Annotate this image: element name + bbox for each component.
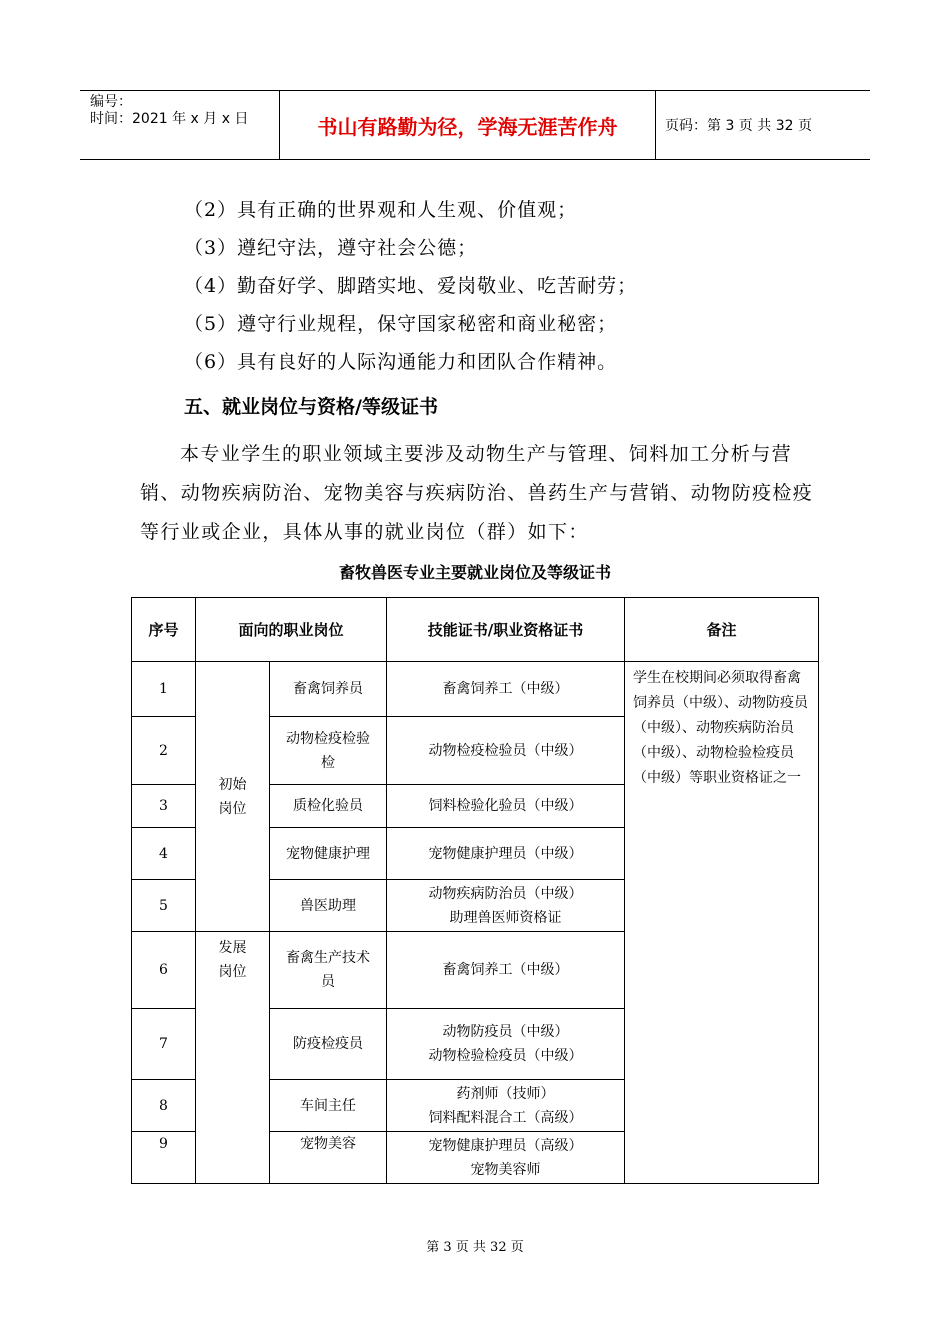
row-post: 防疫检疫员 [270, 1009, 387, 1080]
table-row [132, 662, 819, 717]
row-cert-line: 宠物健康护理员（高级） [428, 1137, 583, 1154]
body-paragraph: 本专业学生的职业领域主要涉及动物生产与管理、饲料加工分析与营销、动物疾病防治、宠物美容与疾病防治、兽药生产与营销、动物防疫检疫等行业或企业，具体从事的就业岗位（群）如下： [140, 443, 814, 543]
col-header-remark: 备注 [625, 598, 819, 662]
row-cert [387, 1132, 625, 1184]
row-post: 兽医助理 [270, 880, 387, 932]
doc-number-label: 编号： [90, 94, 132, 110]
row-cert-line: 动物防疫员（中级） [442, 1024, 569, 1040]
section-title: 五、就业岗位与资格/等级证书 [184, 396, 438, 418]
group-develop-label: 发展岗位 [218, 940, 247, 980]
row-post: 车间主任 [270, 1080, 387, 1132]
list-item: （2）具有正确的世界观和人生观、价值观； [184, 199, 578, 221]
row-cert: 宠物健康护理员（中级） [387, 828, 625, 880]
col-header-post: 面向的职业岗位 [196, 598, 387, 662]
row-no: 4 [132, 828, 196, 880]
row-no: 8 [132, 1080, 196, 1132]
list-item: （4）勤奋好学、脚踏实地、爱岗敬业、吃苦耐劳； [184, 275, 638, 297]
col-header-no: 序号 [132, 598, 196, 662]
row-cert-line: 饲料配料混合工（高级） [428, 1109, 583, 1126]
row-no: 3 [132, 785, 196, 828]
row-no: 6 [132, 932, 196, 1009]
row-post: 畜禽饲养员 [270, 662, 387, 717]
header-page-info: 页码：第 3 页 共 32 页 [665, 118, 812, 134]
row-cert-line: 药剂师（技师） [456, 1085, 555, 1102]
page-footer: 第 3 页 共 32 页 [426, 1240, 524, 1255]
doc-time-label: 时间：2021 年 x 月 x 日 [90, 111, 249, 127]
row-no: 2 [132, 717, 196, 785]
row-cert [387, 880, 625, 932]
row-no: 1 [132, 662, 196, 717]
row-cert-line: 助理兽医师资格证 [449, 909, 562, 926]
page-header [80, 90, 870, 160]
row-post [270, 932, 387, 1009]
row-cert-line: 动物检验检疫员（中级） [428, 1048, 583, 1064]
row-post-text: 畜禽生产技术员 [286, 950, 370, 990]
remark-cell: 学生在校期间必须取得畜禽饲养员（中级）、动物防疫员（中级）、动物疾病防治员（中级）、动物检验检疫员（中级）等职业资格证之一 [625, 662, 819, 1184]
row-post-text: 宠物健康护理 [286, 845, 370, 862]
table-caption: 畜牧兽医专业主要就业岗位及等级证书 [338, 563, 611, 582]
header-meta [80, 91, 280, 159]
header-motto: 书山有路勤为径，学海无涯苦作舟 [280, 91, 656, 159]
row-no: 9 [132, 1132, 196, 1184]
row-no: 5 [132, 880, 196, 932]
row-cert: 动物检疫检验员（中级） [387, 717, 625, 785]
row-cert-line: 动物疾病防治员（中级） [428, 885, 583, 902]
row-cert: 饲料检验化验员（中级） [387, 785, 625, 828]
list-item: （5）遵守行业规程，保守国家秘密和商业秘密； [184, 313, 618, 335]
row-cert [387, 1009, 625, 1080]
row-post: 质检化验员 [270, 785, 387, 828]
group-initial [196, 662, 270, 932]
row-cert [387, 1080, 625, 1132]
row-cert-line: 宠物美容师 [470, 1161, 541, 1178]
row-cert: 畜禽饲养工（中级） [387, 932, 625, 1009]
row-post-text: 动物检疫检验检 [286, 730, 370, 771]
row-no: 7 [132, 1009, 196, 1080]
list-item: （6）具有良好的人际沟通能力和团队合作精神。 [184, 351, 618, 373]
jobs-table [131, 597, 819, 1184]
row-cert: 畜禽饲养工（中级） [387, 662, 625, 717]
col-header-cert: 技能证书/职业资格证书 [387, 598, 625, 662]
row-post [270, 717, 387, 785]
row-post: 宠物美容 [270, 1132, 387, 1184]
group-develop [196, 932, 270, 1184]
row-post [270, 828, 387, 880]
table-header-row [132, 598, 819, 662]
list-item: （3）遵纪守法，遵守社会公德； [184, 237, 478, 259]
group-initial-label: 初始岗位 [218, 776, 247, 817]
